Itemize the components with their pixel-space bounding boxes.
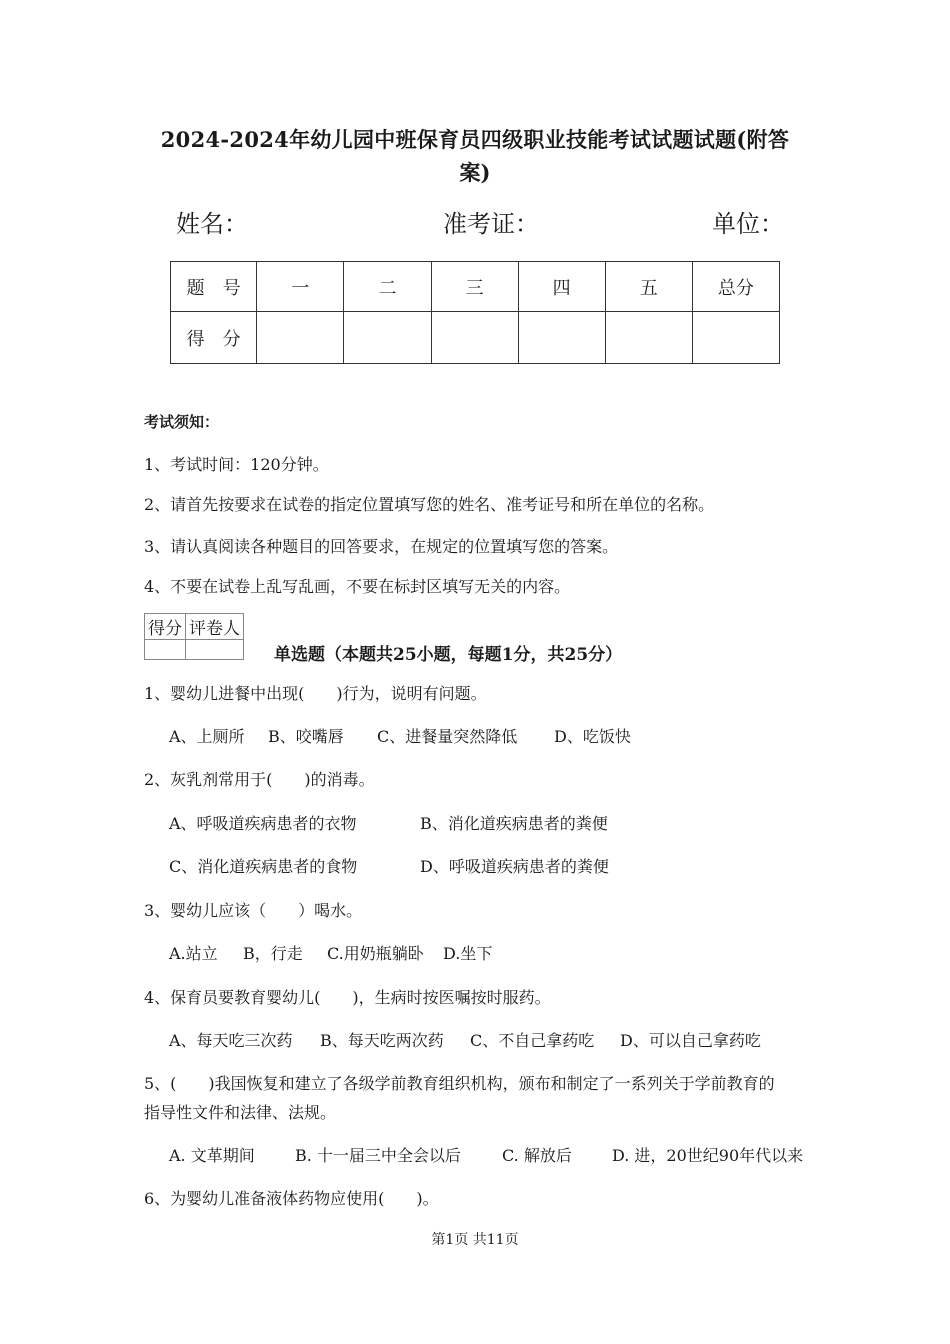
question-stem: 1、婴幼儿进餐中出现( )行为，说明有问题。 [144, 684, 487, 703]
score-table-header-cell: 三 [431, 262, 518, 312]
question-option: D.坐下 [443, 944, 493, 963]
question-option: A、呼吸道疾病患者的衣物 [169, 814, 357, 833]
question-option: A.站立 [169, 944, 218, 963]
grader-box-score-cell[interactable] [145, 640, 186, 660]
question-option: A. 文革期间 [169, 1146, 255, 1165]
question-option: A、上厕所 [169, 727, 245, 746]
grader-box-grader-label: 评卷人 [186, 614, 244, 640]
grader-box-score-label: 得分 [145, 614, 186, 640]
notice-item: 1、考试时间：120分钟。 [144, 455, 329, 474]
question-option: D、呼吸道疾病患者的粪便 [420, 857, 609, 876]
score-table-header-cell: 二 [344, 262, 431, 312]
score-table-header-cell: 四 [518, 262, 605, 312]
notice-item: 4、不要在试卷上乱写乱画，不要在标封区填写无关的内容。 [144, 577, 571, 596]
question-option: C. 解放后 [502, 1146, 572, 1165]
question-option: C、进餐量突然降低 [377, 727, 518, 746]
score-table-score-row [171, 312, 780, 364]
question-stem: 3、婴幼儿应该（ ）喝水。 [144, 901, 363, 920]
question-stem-continued: 指导性文件和法律、法规。 [144, 1103, 337, 1122]
question-option: D. 进，20世纪90年代以来 [612, 1146, 804, 1165]
notice-item: 2、请首先按要求在试卷的指定位置填写您的姓名、准考证号和所在单位的名称。 [144, 495, 715, 514]
score-cell[interactable] [344, 312, 431, 364]
score-cell[interactable] [605, 312, 692, 364]
score-table-header-cell: 一 [257, 262, 344, 312]
question-stem: 4、保育员要教育婴幼儿( )，生病时按医嘱按时服药。 [144, 988, 551, 1007]
score-row-label: 得 分 [171, 312, 257, 364]
notice-item: 3、请认真阅读各种题目的回答要求，在规定的位置填写您的答案。 [144, 537, 619, 556]
score-table-header-cell: 五 [605, 262, 692, 312]
score-cell[interactable] [431, 312, 518, 364]
question-option: B、咬嘴唇 [268, 727, 344, 746]
document-title-line1: 2024-2024年幼儿园中班保育员四级职业技能考试试题试题(附答 [160, 127, 790, 152]
question-option: C、消化道疾病患者的食物 [169, 857, 358, 876]
question-stem: 5、( )我国恢复和建立了各级学前教育组织机构，颁布和制定了一系列关于学前教育的 [144, 1074, 775, 1093]
score-cell[interactable] [257, 312, 344, 364]
score-table-header-cell: 题 号 [171, 262, 257, 312]
document-title-line2: 案) [459, 160, 491, 185]
score-table [170, 261, 780, 364]
question-option: B，行走 [243, 944, 303, 963]
section-heading: 单选题（本题共25小题，每题1分，共25分） [274, 645, 623, 665]
page-footer: 第1页 共11页 [431, 1232, 519, 1248]
name-field-label: 姓名： [176, 210, 248, 238]
question-option: A、每天吃三次药 [169, 1031, 293, 1050]
unit-field-label: 单位： [712, 210, 784, 238]
exam-id-field-label: 准考证： [443, 210, 539, 238]
score-cell[interactable] [692, 312, 779, 364]
grader-box [144, 613, 244, 660]
question-option: D、可以自己拿药吃 [620, 1031, 761, 1050]
grader-box-grader-cell[interactable] [186, 640, 244, 660]
question-option: D、吃饭快 [554, 727, 631, 746]
question-option: B、消化道疾病患者的粪便 [420, 814, 608, 833]
question-option: B. 十一届三中全会以后 [295, 1146, 461, 1165]
notice-heading: 考试须知： [144, 413, 220, 431]
score-table-header-row [171, 262, 780, 312]
score-table-header-cell: 总分 [692, 262, 779, 312]
question-option: C、不自己拿药吃 [470, 1031, 595, 1050]
question-stem: 2、灰乳剂常用于( )的消毒。 [144, 770, 375, 789]
score-cell[interactable] [518, 312, 605, 364]
question-option: B、每天吃两次药 [320, 1031, 444, 1050]
question-option: C.用奶瓶躺卧 [327, 944, 424, 963]
question-stem: 6、为婴幼儿准备液体药物应使用( )。 [144, 1189, 439, 1208]
